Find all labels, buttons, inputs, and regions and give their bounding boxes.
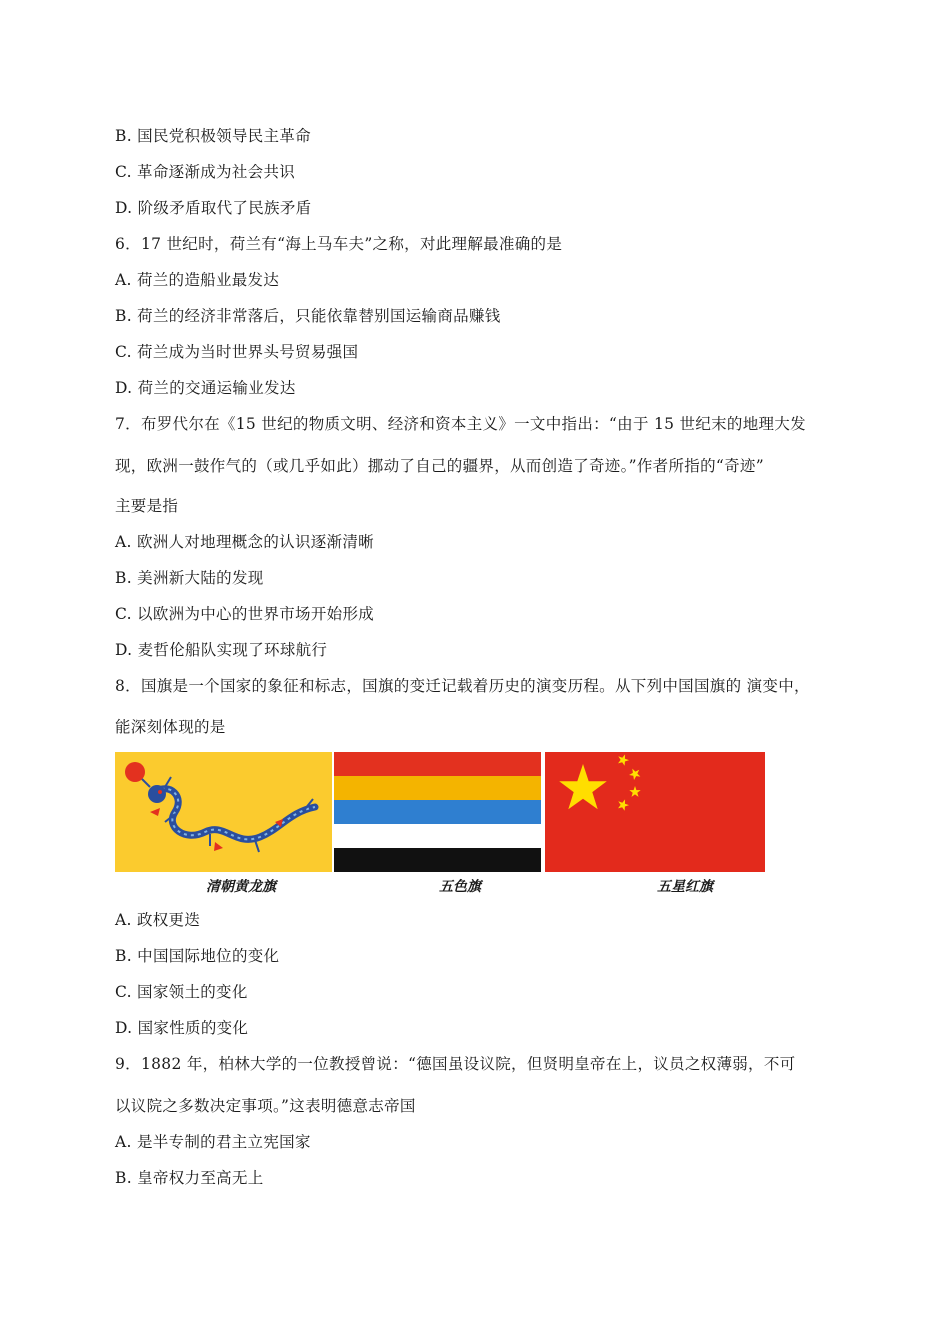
qing-flag-caption: 清朝黄龙旗 <box>206 879 276 895</box>
five-color-flag-caption: 五色旗 <box>439 879 481 895</box>
question-7-line-2: 现，欧洲一鼓作气的（或几乎如此）挪动了自己的疆界，从而创造了奇迹。”作者所指的“奇迹” <box>115 457 764 475</box>
five-star-flag-caption: 五星红旗 <box>657 879 713 895</box>
black-stripe <box>334 848 541 872</box>
question-8-line-2: 能深刻体现的是 <box>115 718 226 736</box>
blue-stripe <box>334 800 541 824</box>
option-d-q5: D. 阶级矛盾取代了民族矛盾 <box>115 199 312 217</box>
yellow-stripe <box>334 776 541 800</box>
five-star-red-flag <box>545 752 765 872</box>
option-d-q6: D. 荷兰的交通运输业发达 <box>115 379 296 397</box>
red-stripe <box>334 752 541 776</box>
option-c-q6: C. 荷兰成为当时世界头号贸易强国 <box>115 343 359 361</box>
flag-figure <box>115 752 767 872</box>
option-a-q8: A. 政权更迭 <box>115 911 201 929</box>
five-color-flag <box>334 752 541 872</box>
question-9-line-1: 9．1882 年，柏林大学的一位教授曾说：“德国虽设议院，但贤明皇帝在上，议员之权薄弱，不可 <box>115 1055 796 1073</box>
option-a-q7: A. 欧洲人对地理概念的认识逐渐清晰 <box>115 533 374 551</box>
qing-dragon-flag <box>115 752 332 872</box>
five-stars-icon <box>545 752 765 872</box>
question-8-line-1: 8．国旗是一个国家的象征和标志，国旗的变迁记载着历史的演变历程。从下列中国国旗的 演变中， <box>115 677 810 695</box>
white-stripe <box>334 824 541 848</box>
option-b-q7: B. 美洲新大陆的发现 <box>115 569 264 587</box>
option-b-q8: B. 中国国际地位的变化 <box>115 947 280 965</box>
option-c-q8: C. 国家领土的变化 <box>115 983 248 1001</box>
option-a-q6: A. 荷兰的造船业最发达 <box>115 271 280 289</box>
question-9-line-2: 以议院之多数决定事项。”这表明德意志帝国 <box>115 1097 416 1115</box>
question-7-line-1: 7．布罗代尔在《15 世纪的物质文明、经济和资本主义》一文中指出：“由于 15 世纪末的地理大发 <box>115 415 806 433</box>
option-b-q5: B. 国民党积极领导民主革命 <box>115 127 311 145</box>
option-a-q9: A. 是半专制的君主立宪国家 <box>115 1133 311 1151</box>
option-c-q5: C. 革命逐渐成为社会共识 <box>115 163 296 181</box>
option-b-q9: B. 皇帝权力至高无上 <box>115 1169 264 1187</box>
option-d-q8: D. 国家性质的变化 <box>115 1019 249 1037</box>
option-d-q7: D. 麦哲伦船队实现了环球航行 <box>115 641 328 659</box>
dragon-icon <box>115 752 332 872</box>
option-b-q6: B. 荷兰的经济非常落后，只能依靠替别国运输商品赚钱 <box>115 307 501 325</box>
option-c-q7: C. 以欧洲为中心的世界市场开始形成 <box>115 605 375 623</box>
question-7-line-3: 主要是指 <box>115 497 179 515</box>
question-6: 6．17 世纪时，荷兰有“海上马车夫”之称，对此理解最准确的是 <box>115 235 563 253</box>
